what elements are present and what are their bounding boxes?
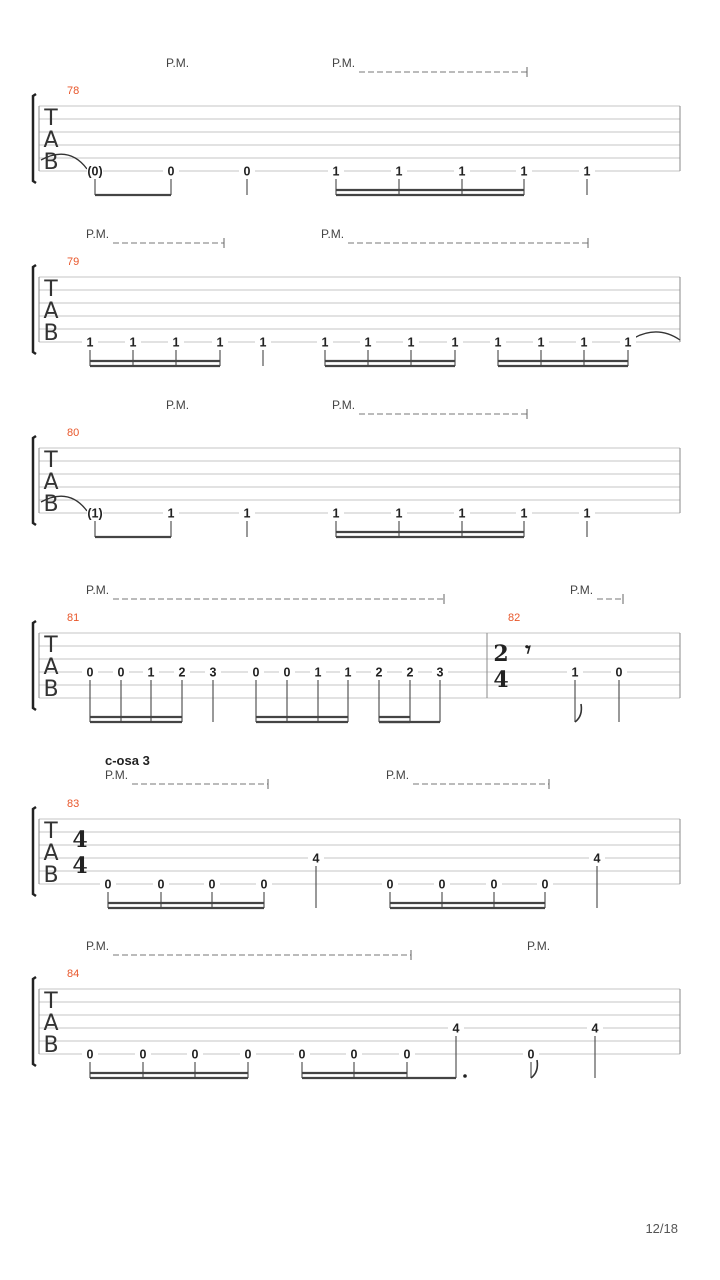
tab-clef-letter: B: [43, 863, 59, 888]
fret-number: 0: [157, 877, 165, 892]
fret-number: 1: [583, 164, 591, 179]
fret-number: 1: [407, 335, 415, 350]
fret-number: 0: [104, 877, 112, 892]
tie-curve: [634, 332, 680, 340]
fret-number: 0: [615, 665, 623, 680]
fret-number: 0: [117, 665, 125, 680]
tab-clef-letter: B: [43, 677, 59, 702]
fret-number: 0: [490, 877, 498, 892]
fret-number: 0: [283, 665, 291, 680]
fret-number: 0: [208, 877, 216, 892]
system-bracket: [33, 977, 36, 1066]
fret-number: 0: [167, 164, 175, 179]
fret-number: 1: [458, 506, 466, 521]
fret-number: 0: [386, 877, 394, 892]
time-signature-top: 2: [493, 641, 509, 667]
tab-clef-letter: T: [44, 448, 58, 473]
palm-mute-label: P.M.: [105, 768, 129, 782]
tab-clef-letter: T: [44, 989, 58, 1014]
tab-clef-letter: B: [43, 321, 59, 346]
tab-clef-letter: A: [43, 299, 59, 324]
fret-number: 0: [139, 1047, 147, 1062]
system-bracket: [33, 807, 36, 896]
fret-number: 1: [520, 506, 528, 521]
tab-clef-letter: A: [43, 470, 59, 495]
fret-number: 0: [252, 665, 260, 680]
palm-mute-label: P.M.: [386, 768, 410, 782]
fret-number: 1: [314, 665, 322, 680]
time-signature-top: 4: [72, 827, 88, 853]
fret-number: 4: [591, 1021, 599, 1036]
tab-clef-letter: T: [44, 633, 58, 658]
fret-number: 1: [395, 164, 403, 179]
fret-number: (0): [87, 164, 103, 179]
page-number: 12/18: [645, 1221, 678, 1236]
fret-number: 1: [494, 335, 502, 350]
palm-mute-label: P.M.: [86, 227, 110, 241]
fret-number: 0: [243, 164, 251, 179]
fret-number: 1: [147, 665, 155, 680]
fret-number: 4: [452, 1021, 460, 1036]
fret-number: 1: [458, 164, 466, 179]
dot: [463, 1074, 467, 1078]
measure-number: 83: [67, 798, 80, 810]
fret-number: 0: [191, 1047, 199, 1062]
tab-clef-letter: A: [43, 655, 59, 680]
fret-number: 0: [86, 1047, 94, 1062]
fret-number: 1: [216, 335, 224, 350]
measure-number: 78: [67, 85, 80, 97]
tab-clef-letter: A: [43, 1011, 59, 1036]
fret-number: 1: [571, 665, 579, 680]
tab-clef-letter: T: [44, 106, 58, 131]
fret-number: 1: [332, 506, 340, 521]
tab-clef-letter: B: [43, 1033, 59, 1058]
fret-number: 0: [86, 665, 94, 680]
fret-number: 1: [86, 335, 94, 350]
measure-number: 79: [67, 256, 80, 268]
measure-number: 81: [67, 612, 80, 624]
fret-number: 1: [259, 335, 267, 350]
tab-clef-letter: T: [44, 277, 58, 302]
fret-number: 1: [451, 335, 459, 350]
system-bracket: [33, 94, 36, 183]
palm-mute-label: P.M.: [321, 227, 345, 241]
fret-number: 0: [244, 1047, 252, 1062]
time-signature-bottom: 4: [493, 667, 509, 693]
fret-number: 1: [364, 335, 372, 350]
palm-mute-label: P.M.: [166, 398, 190, 412]
system-bracket: [33, 621, 36, 710]
palm-mute-label: P.M.: [166, 56, 190, 70]
fret-number: 0: [403, 1047, 411, 1062]
fret-number: 1: [520, 164, 528, 179]
fret-number: (1): [87, 506, 103, 521]
fret-number: 1: [167, 506, 175, 521]
fret-number: 1: [129, 335, 137, 350]
note-flag: [531, 1060, 537, 1078]
fret-number: 1: [243, 506, 251, 521]
tab-clef-letter: B: [43, 492, 59, 517]
fret-number: 1: [624, 335, 632, 350]
palm-mute-label: P.M.: [86, 939, 110, 953]
fret-number: 1: [580, 335, 588, 350]
fret-number: 1: [395, 506, 403, 521]
fret-number: 4: [593, 851, 601, 866]
section-label: c-osa 3: [105, 753, 150, 768]
measure-number: 82: [508, 612, 521, 624]
fret-number: 3: [436, 665, 444, 680]
fret-number: 1: [172, 335, 180, 350]
fret-number: 0: [298, 1047, 306, 1062]
fret-number: 4: [312, 851, 320, 866]
fret-number: 3: [209, 665, 217, 680]
palm-mute-label: P.M.: [332, 56, 356, 70]
eighth-rest-icon: 𝄾: [525, 637, 531, 663]
fret-number: 1: [537, 335, 545, 350]
tab-clef-letter: B: [43, 150, 59, 175]
palm-mute-label: P.M.: [332, 398, 356, 412]
fret-number: 1: [321, 335, 329, 350]
palm-mute-label: P.M.: [86, 583, 110, 597]
tab-clef-letter: T: [44, 819, 58, 844]
fret-number: 2: [406, 665, 414, 680]
measure-number: 84: [67, 968, 80, 980]
fret-number: 1: [583, 506, 591, 521]
fret-number: 2: [178, 665, 186, 680]
note-flag: [575, 704, 581, 722]
fret-number: 2: [375, 665, 383, 680]
fret-number: 0: [438, 877, 446, 892]
fret-number: 0: [350, 1047, 358, 1062]
time-signature-bottom: 4: [72, 853, 88, 879]
tab-clef-letter: A: [43, 128, 59, 153]
palm-mute-label: P.M.: [527, 939, 551, 953]
fret-number: 1: [332, 164, 340, 179]
system-bracket: [33, 265, 36, 354]
fret-number: 0: [527, 1047, 535, 1062]
system-bracket: [33, 436, 36, 525]
tab-clef-letter: A: [43, 841, 59, 866]
palm-mute-label: P.M.: [570, 583, 594, 597]
fret-number: 0: [541, 877, 549, 892]
measure-number: 80: [67, 427, 80, 439]
fret-number: 0: [260, 877, 268, 892]
fret-number: 1: [344, 665, 352, 680]
